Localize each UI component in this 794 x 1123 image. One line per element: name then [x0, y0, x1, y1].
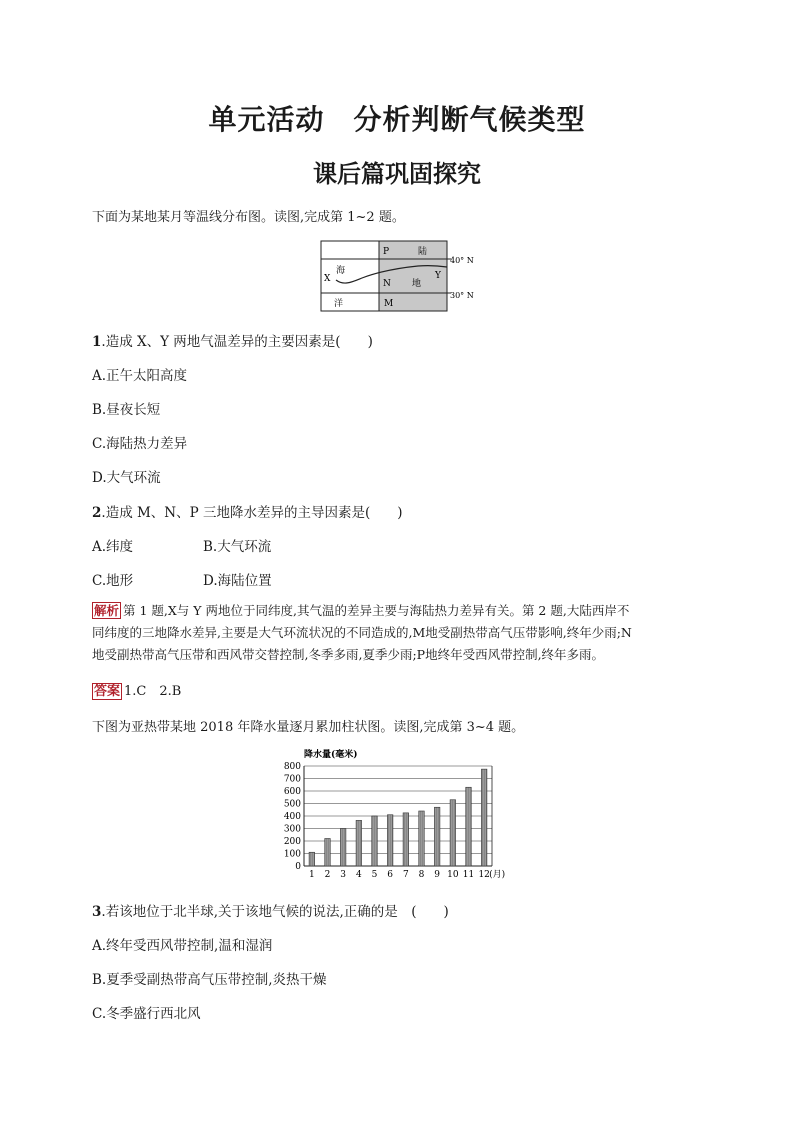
chart-bar [481, 769, 487, 866]
chart-xtick-label: 5 [371, 870, 378, 880]
q3-option-a: A.终年受西风带控制,温和湿润 [92, 938, 273, 954]
q2-option-c: C.地形 [92, 573, 134, 589]
chart-ytick-label: 0 [295, 862, 301, 872]
analysis-line-1: 解析 第 1 题,X与 Y 两地位于同纬度,其气温的差异主要与海陆热力差异有关。第 2 题,大陆西岸不 [94, 603, 630, 618]
chart-xtick-label: 10 [447, 870, 459, 880]
page-title: 单元活动 分析判断气候类型 [208, 103, 586, 136]
q1-option-b: B.昼夜长短 [92, 402, 161, 418]
isotherm-map [318, 240, 488, 315]
chart-xtick-label: 9 [434, 870, 441, 880]
intro-text-1: 下面为某地某月等温线分布图。读图,完成第 1~2 题。 [92, 210, 405, 225]
map-label-x: X [324, 274, 331, 284]
chart-ytick-label: 400 [283, 812, 301, 822]
analysis-line-2: 同纬度的三地降水差异,主要是大气环流状况的不同造成的,M地受副热带高气压带影响,终年少雨;N [92, 625, 632, 640]
chart-ylabel: 降水量(毫米) [304, 750, 358, 760]
chart-bar [403, 813, 409, 866]
map-label-m: M [384, 299, 394, 309]
answer-line: 答案 1.C 2.B [94, 684, 182, 699]
q2-option-d: D.海陆位置 [203, 573, 272, 589]
q1-option-c: C.海陆热力差异 [92, 436, 188, 452]
page-subtitle: 课后篇巩固探究 [313, 159, 481, 188]
question-3: 3.若该地位于北半球,关于该地气候的说法,正确的是 ( ) [92, 904, 449, 920]
question-2: 2.造成 M、N、P 三地降水差异的主导因素是( ) [92, 505, 403, 521]
q2-option-b: B.大气环流 [203, 539, 272, 555]
chart-ytick-label: 300 [283, 824, 301, 835]
map-label-n: N [383, 279, 391, 289]
chart-bar [325, 839, 331, 867]
chart-xlabel-suffix: (月) [489, 870, 506, 880]
chart-bar [309, 852, 315, 866]
chart-xtick-label: 2 [324, 870, 331, 880]
chart-ytick-label: 600 [283, 787, 301, 797]
q1-option-d: D.大气环流 [92, 470, 161, 486]
rainfall-chart [280, 742, 520, 887]
chart-xtick-label: 12 [478, 870, 490, 880]
analysis-block [92, 600, 708, 666]
q1-option-a: A.正午太阳高度 [92, 368, 188, 384]
chart-bar [466, 787, 472, 866]
chart-ytick-label: 500 [283, 799, 301, 810]
chart-xtick-label: 7 [402, 870, 409, 880]
chart-bar [450, 800, 456, 866]
question-1: 1.造成 X、Y 两地气温差异的主要因素是( ) [92, 334, 373, 350]
chart-xtick-label: 6 [387, 870, 394, 880]
chart-ytick-label: 100 [283, 849, 301, 860]
map-label-p: P [383, 247, 390, 257]
chart-xtick-label: 11 [462, 870, 475, 880]
map-label-sea-bottom: 洋 [334, 299, 344, 309]
chart-bar [356, 820, 362, 866]
q2-option-a: A.纬度 [92, 539, 134, 555]
chart-xtick-label: 8 [418, 870, 425, 880]
analysis-tag: 解析 [94, 603, 120, 618]
chart-xtick-label: 1 [308, 870, 315, 880]
chart-bar [419, 811, 425, 866]
chart-ytick-label: 700 [283, 774, 301, 785]
map-label-y: Y [435, 271, 441, 281]
chart-ytick-label: 800 [283, 762, 301, 772]
q3-option-c: C.冬季盛行西北风 [92, 1006, 201, 1022]
intro-text-2: 下图为亚热带某地 2018 年降水量逐月累加柱状图。读图,完成第 3~4 题。 [92, 720, 525, 735]
map-label-land-top: 陆 [418, 247, 428, 257]
analysis-line-3: 地受副热带高气压带和西风带交替控制,冬季多雨,夏季少雨;P地终年受西风带控制,终年多雨。 [92, 647, 605, 662]
chart-bar [372, 816, 378, 866]
map-lat-30: 30° N [450, 291, 474, 300]
map-label-land-bottom: 地 [412, 279, 422, 289]
answer-tag: 答案 [94, 684, 121, 699]
q3-option-b: B.夏季受副热带高气压带控制,炎热干燥 [92, 972, 327, 988]
chart-ytick-label: 200 [283, 837, 301, 847]
chart-xtick-label: 4 [355, 870, 362, 880]
map-label-sea-top: 海 [336, 266, 346, 276]
chart-xtick-label: 3 [340, 870, 347, 880]
chart-bar [434, 807, 440, 866]
map-lat-40: 40° N [450, 256, 474, 265]
chart-bar [340, 829, 346, 867]
chart-bar [387, 815, 393, 866]
